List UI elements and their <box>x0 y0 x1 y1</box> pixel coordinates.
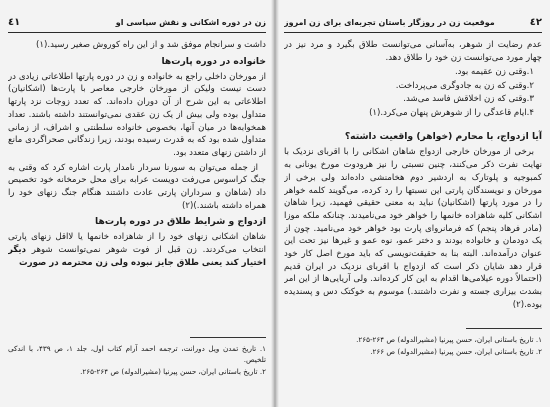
right-page-number: ٤٢ <box>529 16 542 28</box>
right-footnote-2: ۲. تاریخ باستانی ایران، حسن پیرنیا (مشیرالدوله) ص ۲۶۶. <box>370 347 542 356</box>
divorce-reasons-list <box>284 66 542 120</box>
left-footnote-1: ۱. تاریخ تمدن ویل دورانت، ترجمه احمد آرام کتاب اول، جلد ۱، ص ۴۳۹، با اندکی تلخیص. <box>8 344 266 364</box>
left-page-number: ٤١ <box>8 16 21 28</box>
intro-line: داشت و سرانجام موفق شد و از این راه کوروش صغیر رسید.(۱) <box>36 40 266 50</box>
heading-marriage: ازدواج و شرایط طلاق در دوره پارت‌ها <box>95 216 266 228</box>
left-running-header <box>8 12 266 33</box>
left-footnote-rule <box>190 337 266 338</box>
right-footnote-rule <box>466 328 542 329</box>
paragraph-marriage-text: شاهان اشکانی زنهای خود را از شاهزاده خانمها یا لااقل زنهای پارتی انتخاب می‌کردند. زن قبل از فوت شوهر نمی‌توانست شوهر <box>8 232 266 256</box>
right-footnote-1: ۱. تاریخ باستانی ایران، حسن پیرنیا (مشیرالدوله) ص ۲۶۴-۲۶۵. <box>356 335 542 344</box>
paragraph-divorce: عدم رضایت از شوهر، به‌آسانی می‌توانست طلاق بگیرد و مرد نیز در چهار مورد می‌توانست زن خود را طلاق دهد. <box>284 40 542 63</box>
book-gutter <box>271 0 279 407</box>
left-body-text <box>8 39 266 332</box>
paragraph-marriage <box>8 231 266 269</box>
right-running-header <box>284 12 542 33</box>
right-body-text <box>284 39 542 323</box>
left-header-title: زن در دوره اشکانی و نقش سیاسی او <box>115 17 266 27</box>
paragraph-family: از مورخان داخلی راجع به خانواده و زن در دوره پارتها اطلاعاتی زیادی در دست نیست ولیکن از مورخان خارجی معاصر با پارت‌ها (اشکانیان) اطلاعاتی به این شرح از آن دوران داده‌اند. که تعدد زوجات نزد پارتها متداول بوده ولی بیش از یک زن عقدی نمی‌توانستند داشته باشند. تعداد همخوابه‌ها در میان آنها، بخصوص خانواده سلطنتی و اشراف، از زمانی متداول شده بود که به قدرت رسیده بودند، زیرا زندگانی صحراگردی مانع از داشتن زنهای متعدد بود. <box>8 71 266 158</box>
right-page <box>284 0 542 407</box>
heading-kin-marriage: آیا ازدواج، با محارم (خواهر) واقعیت داشته؟ <box>344 131 542 143</box>
list-item: ۱.وقتی زن عقیمه بود. <box>454 67 534 78</box>
paragraph-marriage-bold: دیگر اختیار کند یعنی طلاق جایز نبوده ولی زن محترمه در صورت <box>8 245 266 268</box>
left-footnotes <box>8 343 266 378</box>
right-footnotes <box>284 334 542 358</box>
paragraph-surena: از جمله می‌توان به سورنا سردار نامدار پارت اشاره کرد که وقتی به جنگ کراسوس می‌رفت دویست عرابه برای محل حرمخانه خود تخصیص داد (شاهان و سرداران پارتی عادت داشتند هنگام جنگ زنهای خود را همراه داشته باشند.)(۲) <box>8 162 266 211</box>
heading-family: خانواده در دوره پارت‌ها <box>161 55 266 67</box>
left-footnote-2: ۲. تاریخ باستانی ایران، حسن پیرنیا (مشیرالدوله) ص ۲۶۴-۲۶۵. <box>80 367 266 376</box>
list-item: ۴.ایام قاعدگی را از شوهرش پنهان می‌کرد.(۱) <box>369 107 534 118</box>
list-item: ۳.وقتی که زن اخلاقش فاسد می‌شد. <box>403 94 534 105</box>
paragraph-kin-marriage: برخی از مورخان خارجی ازدواج شاهان اشکانی را با اقربای نزدیک با نهایت نفرت ذکر می‌کنند، چنین نسبتی را نیز هرودوت مورخ یونانی به کمبوجیه و پلوتارک به اردشیر دوم هخامنشی داده‌اند ولی برخی از مورخان و نویسندگان پارتی این نسبتها را رد کرده، می‌گویند کلمه خواهر را در مورد پارتها (اشکانیان) نباید به معنی حقیقی فهمید، زیرا شاهان اشکانی کلیه شاهزاده خانمها را خواهر خود می‌نامیدند. چنانکه ملکه موزا (مادر فرهاد پنجم) که فرمانروای پارت بود خواهر خود می‌نامید. چون از یک دودمان و خانواده بودند و دختر عمو، نوه عمو و غیرها نیز تحت این عنوان درآمده‌اند. البته بنا به حقیقت‌نویسی که باید مورخ اصل کار خود قرار دهد شایان ذکر است که ازدواج با اقربای نزدیک در ایران قدیم (احتمالاً دوره عیلامی‌ها اقدام به این کار کرده‌اند. ولی آریایی‌ها از این امر بشدت بیزاری جسته و نفرت داشتند.) موسوم به خوکتک دس و پسندیده بوده.(۲) <box>284 147 542 310</box>
left-page <box>8 0 266 407</box>
right-header-title: موقعیت زن در روزگار باستان تجربه‌ای برای زن امروز <box>284 17 495 27</box>
list-item: ۲.وقتی که زن به جادوگری می‌پرداخت. <box>395 80 534 91</box>
